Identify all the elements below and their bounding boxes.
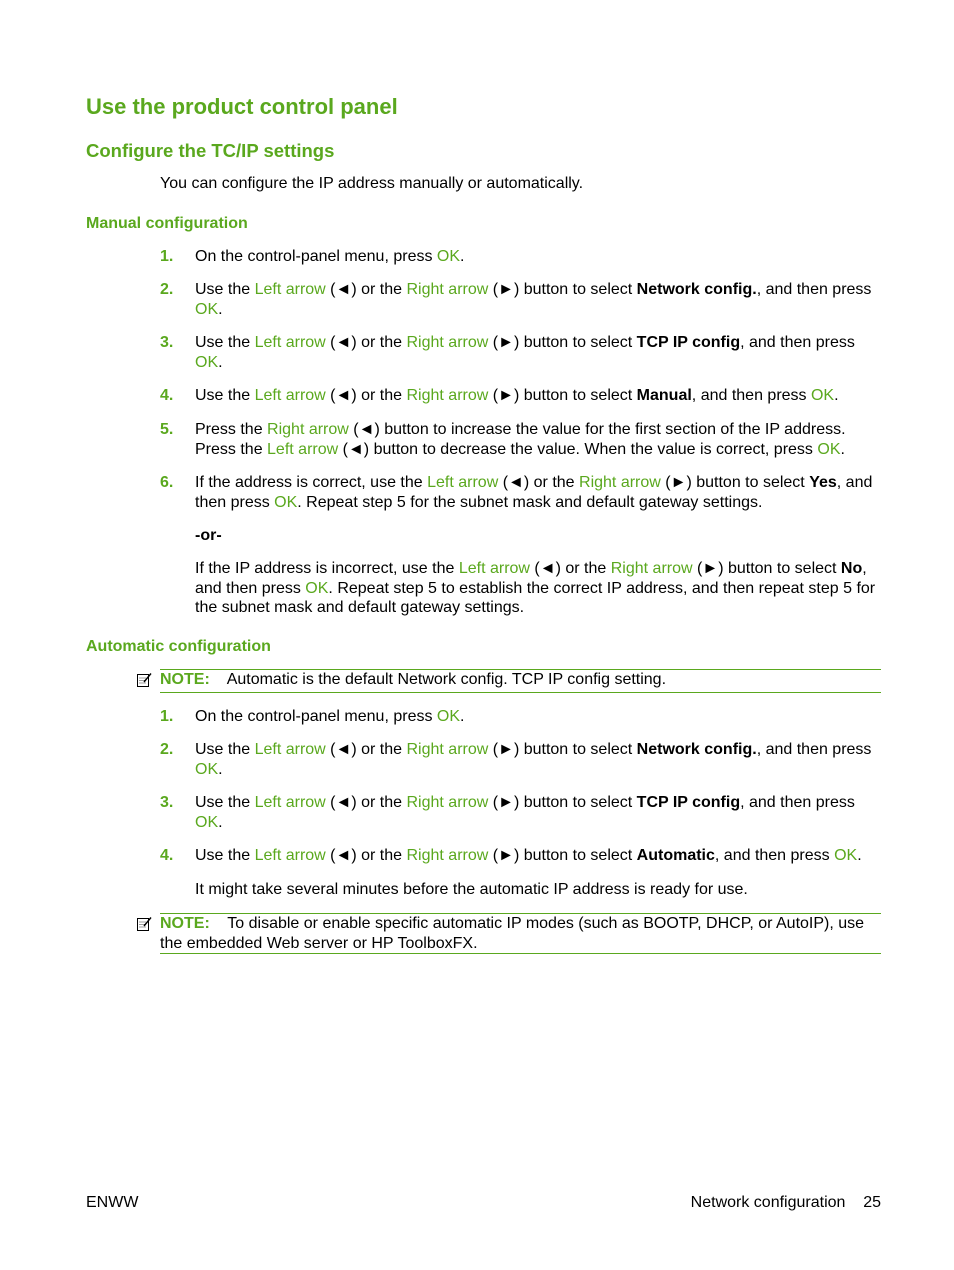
right-arrow-link: Right arrow (579, 474, 661, 491)
note-text: To disable or enable specific automatic IP modes (such as BOOTP, DHCP, or AutoIP), use the embedded Web server or HP ToolboxFX. (160, 915, 865, 952)
left-arrow-icon: ◄ (335, 334, 352, 351)
ok-link: OK (305, 579, 329, 597)
left-arrow-link: Left arrow (254, 281, 326, 298)
note-label: NOTE: (160, 671, 210, 688)
ok-link: OK (195, 300, 219, 318)
bold-term: Automatic (636, 847, 715, 864)
note-disable-ip-modes (160, 914, 881, 953)
step-number: 1. (160, 708, 174, 725)
note-rule-bottom (160, 953, 881, 954)
right-arrow-link: Right arrow (267, 421, 349, 438)
note-text: Automatic is the default Network config. TCP IP config setting. (226, 671, 667, 688)
left-arrow-icon: ◄ (539, 560, 556, 577)
left-arrow-link: Left arrow (427, 474, 499, 491)
subheading-automatic: Automatic configuration (86, 638, 271, 655)
intro-text: You can configure the IP address manually or automatically. (160, 175, 584, 192)
right-arrow-link: Right arrow (406, 334, 489, 351)
manual-step-1: On the control-panel menu, press OK. (195, 248, 465, 265)
footer-section: Network configuration (690, 1194, 846, 1211)
ok-link: OK (195, 760, 219, 778)
left-arrow-link: Left arrow (267, 440, 339, 458)
manual-step-5: Press the Right arrow (◄) button to increase the value for the first section of the IP address. Press the Left arrow (◄) button to decrease the value. When the value is correct, press OK. (195, 421, 846, 458)
or-separator: -or- (195, 527, 222, 544)
step-number: 2. (160, 741, 174, 758)
bold-term: Manual (636, 387, 692, 404)
ok-link: OK (436, 708, 461, 725)
page-number: 25 (863, 1194, 881, 1211)
manual-step-3: Use the Left arrow (◄) or the Right arrow (►) button to select TCP IP config, and then press OK. (195, 334, 855, 371)
step-number: 1. (160, 248, 174, 265)
manual-step-4: Use the Left arrow (◄) or the Right arrow (►) button to select Manual, and then press OK. (195, 387, 839, 404)
step-number: 3. (160, 334, 174, 351)
left-arrow-icon: ◄ (335, 847, 352, 864)
step-number: 3. (160, 794, 174, 811)
right-arrow-icon: ► (702, 560, 719, 577)
note-rule-bottom (160, 692, 881, 693)
left-arrow-link: Left arrow (254, 847, 326, 864)
ok-link: OK (274, 493, 298, 511)
right-arrow-icon: ► (498, 794, 514, 811)
left-arrow-icon: ◄ (347, 440, 364, 458)
right-arrow-link: Right arrow (406, 794, 489, 811)
bold-term: Network config. (636, 281, 757, 298)
note-icon (136, 672, 152, 688)
ok-link: OK (195, 353, 219, 371)
manual-step-2: Use the Left arrow (◄) or the Right arrow (►) button to select Network config., and then press OK. (195, 281, 872, 318)
auto-step-4: Use the Left arrow (◄) or the Right arrow (►) button to select Automatic, and then press OK. (195, 847, 862, 864)
ok-link: OK (810, 387, 835, 404)
right-arrow-link: Right arrow (406, 281, 489, 298)
left-arrow-icon: ◄ (335, 741, 352, 758)
bold-term: No (840, 560, 863, 577)
right-arrow-icon: ► (670, 474, 687, 491)
left-arrow-icon: ◄ (335, 387, 352, 404)
ok-link: OK (436, 248, 461, 265)
note-label: NOTE: (160, 915, 210, 932)
left-arrow-icon: ◄ (335, 281, 352, 298)
right-arrow-icon: ► (498, 281, 514, 298)
auto-step-3: Use the Left arrow (◄) or the Right arrow (►) button to select TCP IP config, and then press OK. (195, 794, 855, 831)
left-arrow-link: Left arrow (254, 387, 326, 404)
left-arrow-link: Left arrow (458, 560, 530, 577)
step-6-alternative: If the IP address is incorrect, use the Left arrow (◄) or the Right arrow (►) button to select No, and then press OK. Repeat step 5 to establish the correct IP address, and then repeat step 5 for the subnet mask and default gateway settings. (195, 560, 876, 616)
page-title: Use the product control panel (86, 94, 398, 119)
step-number: 5. (160, 421, 174, 438)
ok-link: OK (834, 847, 858, 864)
step-number: 4. (160, 847, 174, 864)
auto-after-text: It might take several minutes before the automatic IP address is ready for use. (195, 881, 748, 898)
right-arrow-link: Right arrow (406, 741, 489, 758)
right-arrow-icon: ► (498, 741, 514, 758)
step-number: 4. (160, 387, 174, 404)
auto-step-2: Use the Left arrow (◄) or the Right arrow (►) button to select Network config., and then press OK. (195, 741, 872, 778)
ok-link: OK (817, 440, 841, 458)
section-heading-tcpip: Configure the TC/IP settings (86, 140, 335, 161)
right-arrow-icon: ► (498, 334, 514, 351)
bold-term: Network config. (636, 741, 757, 758)
left-arrow-link: Left arrow (254, 741, 326, 758)
subheading-manual: Manual configuration (86, 215, 248, 232)
left-arrow-link: Left arrow (254, 334, 326, 351)
left-arrow-icon: ◄ (508, 474, 524, 491)
right-arrow-link: Right arrow (406, 847, 489, 864)
left-arrow-link: Left arrow (254, 794, 326, 811)
ok-link: OK (195, 813, 219, 831)
left-arrow-icon: ◄ (358, 421, 375, 438)
footer-left: ENWW (86, 1194, 139, 1211)
manual-step-6: If the address is correct, use the Left arrow (◄) or the Right arrow (►) button to select Yes, and then press OK. Repeat step 5 for the subnet mask and default gateway settings. (195, 474, 873, 511)
bold-term: Yes (809, 474, 837, 491)
right-arrow-icon: ► (498, 387, 514, 404)
footer-right (691, 1193, 881, 1213)
right-arrow-icon: ► (498, 847, 514, 864)
right-arrow-link: Right arrow (406, 387, 489, 404)
auto-step-1: On the control-panel menu, press OK. (195, 708, 465, 725)
step-number: 2. (160, 281, 174, 298)
right-arrow-link: Right arrow (610, 560, 693, 577)
step-number: 6. (160, 474, 174, 491)
bold-term: TCP IP config (636, 794, 741, 811)
note-icon (136, 916, 152, 932)
left-arrow-icon: ◄ (335, 794, 352, 811)
bold-term: TCP IP config (636, 334, 741, 351)
note-automatic-default (160, 670, 881, 690)
